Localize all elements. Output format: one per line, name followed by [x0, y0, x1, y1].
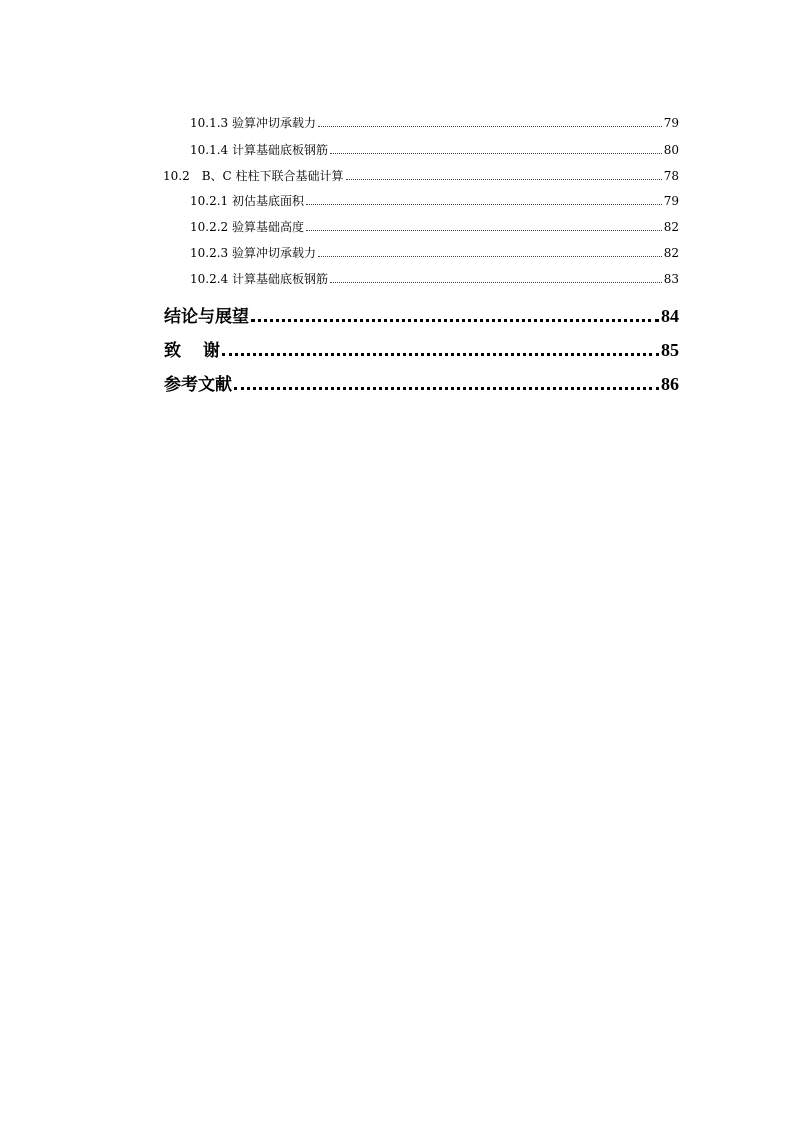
toc-entry[interactable] [190, 218, 679, 235]
dot-leader [222, 353, 659, 356]
toc-entry-title: 参考文献 [164, 375, 232, 395]
toc-entry-title [164, 336, 220, 361]
dot-leader [330, 282, 662, 283]
dot-leader [306, 204, 662, 205]
toc-entry-title: 10.2 B、C 柱柱下联合基础计算 [163, 169, 344, 183]
toc-entry[interactable] [190, 270, 679, 287]
toc-entry-title: 10.2.4 计算基础底板钢筋 [190, 272, 328, 286]
dot-leader [346, 179, 662, 180]
toc-entry-title: 10.2.2 验算基础高度 [190, 220, 304, 234]
toc-entry-title: 结论与展望 [164, 307, 249, 327]
dot-leader [330, 153, 662, 154]
toc-entry-page: 79 [663, 116, 679, 130]
toc-entry-page: 85 [661, 340, 679, 360]
dot-leader [251, 319, 659, 322]
toc-chapter-entry[interactable] [164, 336, 679, 361]
toc-entry-title: 10.2.1 初估基底面积 [190, 194, 304, 208]
toc-entry[interactable] [190, 114, 679, 131]
toc-title-char: 谢 [203, 341, 220, 361]
toc-chapter-entry[interactable] [164, 302, 679, 327]
toc-chapter-entry[interactable] [164, 370, 679, 395]
toc-entry-page: 82 [663, 246, 679, 260]
toc-entry[interactable] [190, 192, 679, 209]
toc-entry-page: 78 [663, 169, 679, 183]
dot-leader [318, 126, 662, 127]
toc-entry[interactable] [163, 167, 679, 184]
toc-entry-page: 84 [661, 306, 679, 326]
dot-leader [306, 230, 662, 231]
toc-entry[interactable] [190, 141, 679, 158]
toc-entry-page: 83 [663, 272, 679, 286]
toc-entry-title: 10.1.4 计算基础底板钢筋 [190, 143, 328, 157]
toc-entry-title: 10.2.3 验算冲切承载力 [190, 246, 316, 260]
toc-title-char: 致 [164, 341, 181, 361]
toc-entry-title: 10.1.3 验算冲切承载力 [190, 116, 316, 130]
toc-entry-page: 82 [663, 220, 679, 234]
toc-entry-page: 80 [663, 143, 679, 157]
toc-entry[interactable] [190, 244, 679, 261]
dot-leader [234, 387, 659, 390]
toc-entry-page: 79 [663, 194, 679, 208]
dot-leader [318, 256, 662, 257]
toc-entry-page: 86 [661, 374, 679, 394]
